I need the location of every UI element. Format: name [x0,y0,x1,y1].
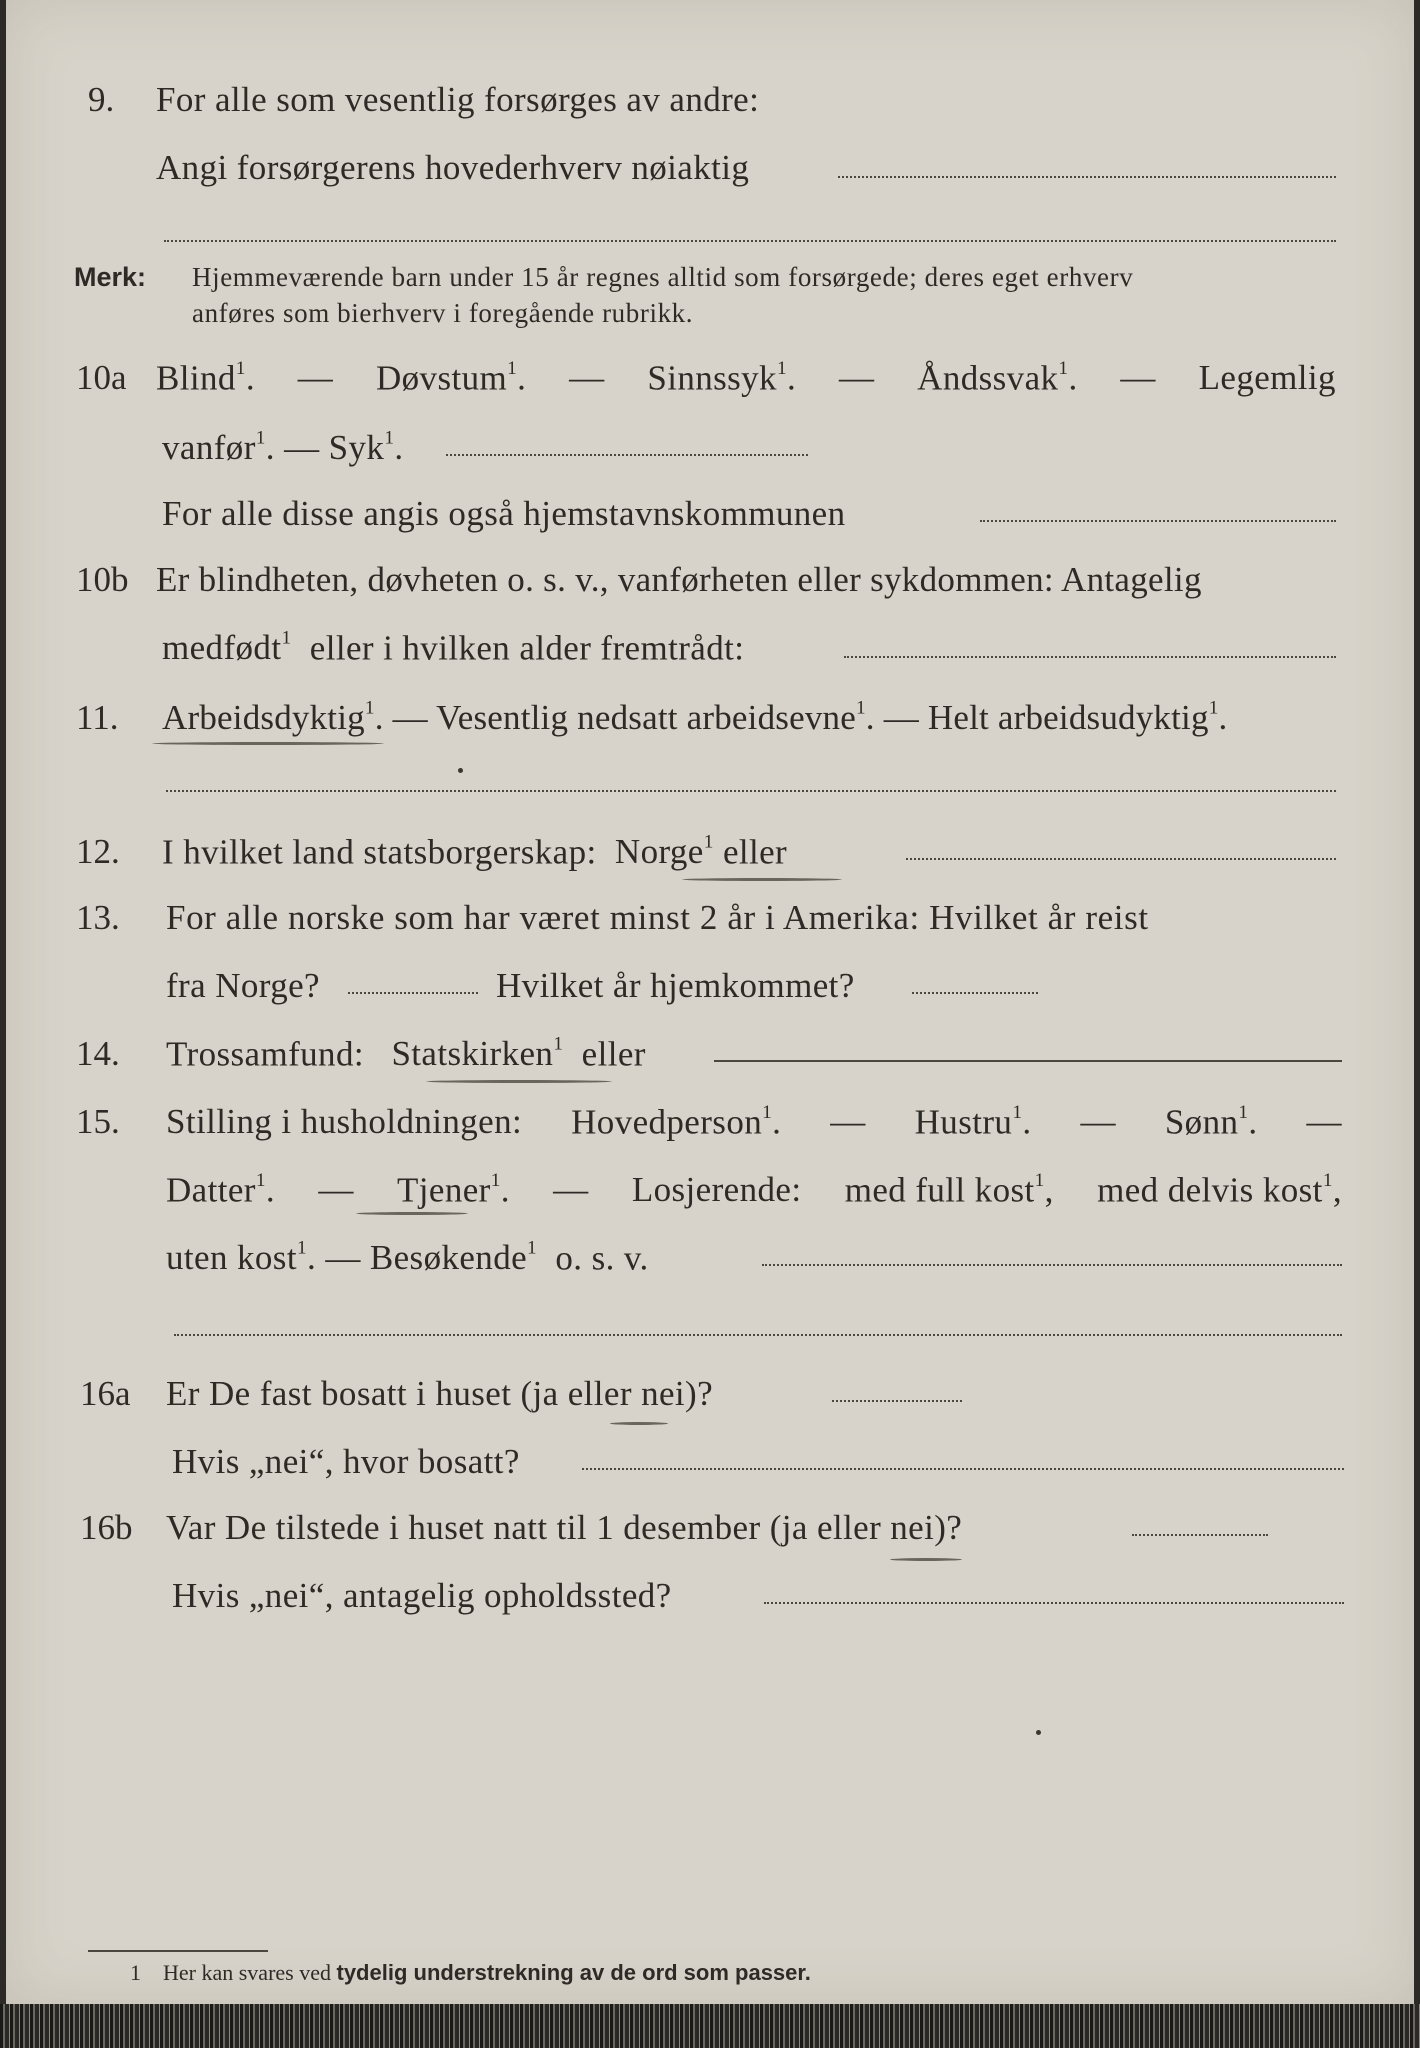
option-hovedperson[interactable]: Hovedperson$^1$. [571,1102,782,1142]
q9-number: 9. [88,80,115,119]
q9-answer-line[interactable] [838,176,1336,178]
q16b-followup: Hvis „nei“, antagelig opholdssted? [172,1576,672,1615]
q12-question: I hvilket land statsborgerskap: Norge$^1$ eller [162,832,788,872]
option-full-kost[interactable]: med full kost$^1$, [844,1170,1054,1210]
q10b-number: 10b [76,560,129,599]
q12-number: 12. [76,832,120,871]
q14-question: Trossamfund: Statskirken$^1$ eller [166,1034,646,1074]
q9-instruction: Angi forsørgerens hovederhverv nøiaktig [156,148,750,187]
q11-number: 11. [76,698,119,737]
q12-answer-line[interactable] [906,858,1336,860]
q10a-answer-line[interactable] [446,454,808,456]
q10a-instruction: For alle disse angis også hjemstavnskommunen [162,494,846,533]
scan-edge [0,2004,1420,2048]
q15-answer-line-2[interactable] [174,1334,1342,1336]
option-arbeidsdyktig[interactable]: Arbeidsdyktig$^1$. [162,698,384,738]
option-syk[interactable]: Syk$^1$. [328,428,404,468]
option-hustru[interactable]: Hustru$^1$. [914,1102,1032,1142]
option-besokende[interactable]: Besøkende$^1$ [369,1238,538,1278]
q13-returned-year-line[interactable] [912,992,1038,994]
q16b-location-line[interactable] [764,1602,1344,1604]
ink-speck [1036,1730,1041,1735]
q16b-answer-line[interactable] [1132,1534,1268,1536]
q13-emigrated-label: fra Norge? [166,966,320,1005]
q9-question: For alle som vesentlig forsørges av andre: [156,80,760,119]
q10b-answer-line[interactable] [844,656,1336,658]
handwritten-underline-ja-16b [890,1558,962,1561]
option-delvis-kost[interactable]: med delvis kost$^1$, [1097,1170,1342,1210]
q13-question: For alle norske som har været minst 2 år i Amerika: Hvilket år reist [166,898,1149,937]
option-vanfor[interactable]: vanfør$^1$. [162,428,275,468]
q15-line-1: Stilling i husholdningen: Hovedperson$^1$. — Hustru$^1$. — Sønn$^1$. — [166,1102,1342,1142]
option-sinnssyk[interactable]: Sinnssyk$^1$. [647,358,797,398]
handwritten-underline-ja [610,1422,668,1425]
merk-text-1: Hjemmeværende barn under 15 år regnes alltid som forsørgede; deres eget erhverv [192,262,1134,292]
option-sonn[interactable]: Sønn$^1$. [1164,1102,1258,1142]
q14-answer-line[interactable] [714,1060,1342,1062]
q16a-number: 16a [80,1374,131,1413]
q16a-answer-line[interactable] [832,1400,962,1402]
option-nedsatt[interactable]: Vesentlig nedsatt arbeidsevne$^1$. [436,698,875,738]
q10a-number: 10a [76,358,127,397]
option-norge[interactable]: Norge$^1$ [614,832,714,872]
ink-speck [458,768,463,773]
footnote-rule [88,1950,268,1952]
q15-number: 15. [76,1102,120,1141]
option-uten-kost[interactable]: uten kost$^1$. [166,1238,317,1278]
q15-line-3: uten kost$^1$. — Besøkende$^1$ o. s. v. [166,1238,649,1278]
q11-answer-line[interactable] [166,790,1336,792]
q13-number: 13. [76,898,120,937]
q16a-question: Er De fast bosatt i huset (ja eller nei)? [166,1374,714,1413]
option-medfodt[interactable]: medfødt$^1$ [162,628,292,668]
q15-answer-line[interactable] [762,1264,1342,1266]
q10b-question: Er blindheten, døvheten o. s. v., vanførheten eller sykdommen: Antagelig [156,560,1202,599]
merk-text-2: anføres som bierhverv i foregående rubrikk. [192,298,694,328]
option-blind[interactable]: Blind$^1$. [156,358,255,398]
q9-answer-line-2[interactable] [164,240,1336,242]
handwritten-underline-tjener [356,1212,468,1215]
q10a-line-1: Blind$^1$. — Døvstum$^1$. — Sinnssyk$^1$. — Åndssvak$^1$. — Legemlig [156,358,1336,398]
q10b-line-2: medfødt$^1$ eller i hvilken alder fremtrådt: [162,628,745,668]
q16b-question: Var De tilstede i huset natt til 1 desember (ja eller nei)? [166,1508,963,1547]
handwritten-underline-statskirken [426,1080,612,1083]
option-datter[interactable]: Datter$^1$. [166,1170,276,1210]
option-andssvak[interactable]: Åndssvak$^1$. [917,358,1078,398]
q11-options: Arbeidsdyktig$^1$. — Vesentlig nedsatt arbeidsevne$^1$. — Helt arbeidsudyktig$^1$. [162,698,1228,738]
option-legemlig[interactable]: Legemlig [1198,358,1336,397]
option-dovstum[interactable]: Døvstum$^1$. [375,358,527,398]
q14-number: 14. [76,1034,120,1073]
census-form-page [6,0,1414,2004]
option-udyktig[interactable]: Helt arbeidsudyktig$^1$. [927,698,1228,738]
q16a-followup: Hvis „nei“, hvor bosatt? [172,1442,520,1481]
q16a-residence-line[interactable] [582,1468,1344,1470]
q16b-number: 16b [80,1508,133,1547]
merk-label: Merk: [74,262,147,292]
handwritten-underline-norge [682,878,842,881]
footnote: 1 Her kan svares ved tydelig understrekning av de ord som passer. [130,1960,811,1985]
q10a-line-2: vanfør$^1$. — Syk$^1$. [162,428,404,468]
option-statskirken[interactable]: Statskirken$^1$ [391,1034,564,1074]
q10a-hometown-line[interactable] [980,520,1336,522]
handwritten-underline-arbeidsdyktig [152,742,384,745]
q13-returned-label: Hvilket år hjemkommet? [496,966,855,1005]
q15-line-2: Datter$^1$. — Tjener$^1$. — Losjerende: med full kost$^1$, med delvis kost$^1$, [166,1170,1342,1210]
option-tjener[interactable]: Tjener$^1$. [396,1170,510,1210]
q13-emigrated-year-line[interactable] [348,992,478,994]
